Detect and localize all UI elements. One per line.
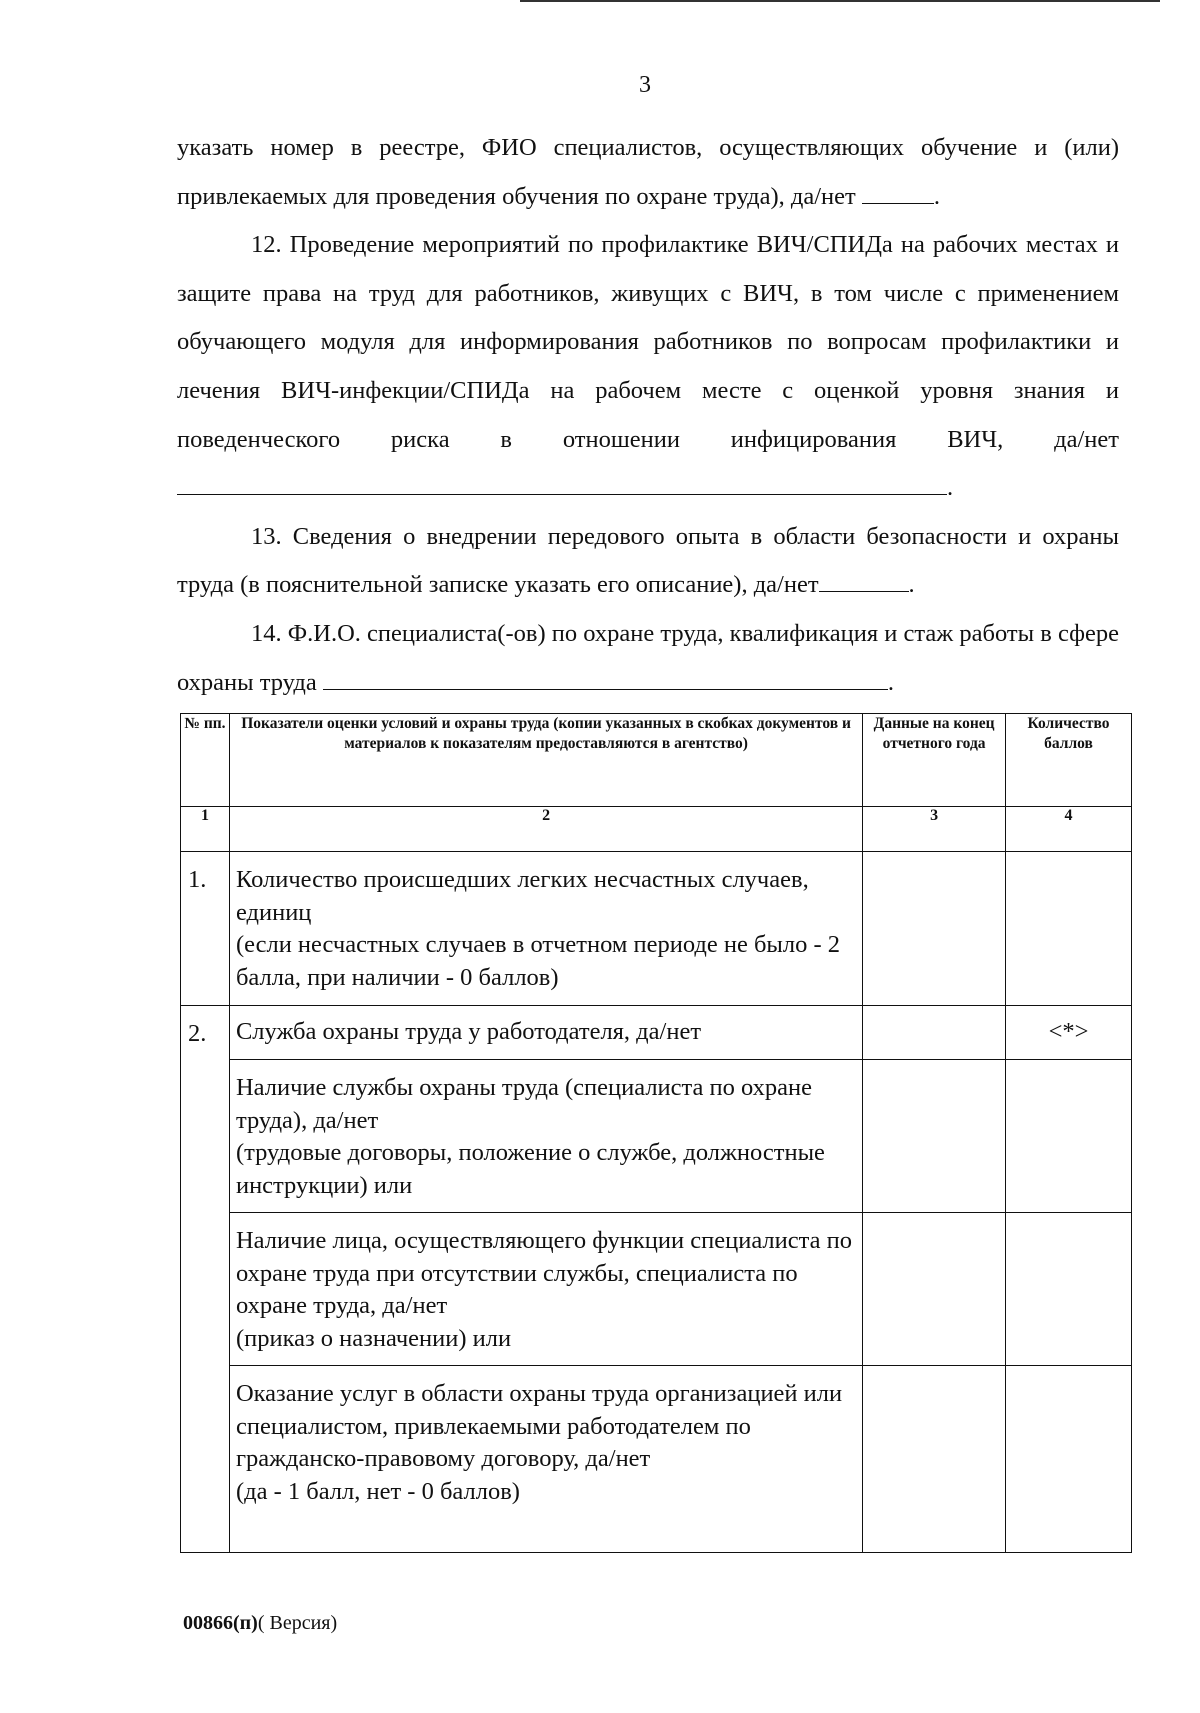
table-row (181, 852, 1132, 1006)
body-text (177, 124, 1119, 707)
answer-blank (819, 569, 909, 592)
header-number: № пп. (181, 714, 230, 807)
paragraph-11-continuation: указать номер в реестре, ФИО специалистов, осуществляющих обучение и (или) привлекаемых для проведения обучения по охране труда), да/нет . (177, 134, 1119, 210)
row-data-cell (863, 852, 1006, 1006)
header-year-end-data: Данные на конец отчетного года (863, 714, 1006, 807)
page-number: 3 (639, 72, 651, 98)
row-text: Наличие лица, осуществляющего функции специалиста по охране труда при отсутствии службы, специалиста по охране труда, да/нет (приказ о назначении) или (229, 1213, 862, 1366)
document-code: 00866(п) (183, 1612, 258, 1634)
paragraph-14: 14. Ф.И.О. специалиста(-ов) по охране труда, квалификация и стаж работы в сфере охраны труда . (177, 619, 1119, 696)
table-row (181, 1213, 1132, 1366)
document-footer (183, 1612, 337, 1635)
scan-top-edge (520, 0, 1160, 2)
row-data-cell (863, 1366, 1006, 1553)
table-row (181, 1006, 1132, 1060)
row-data-cell (863, 1006, 1006, 1060)
header-points: Количество баллов (1006, 714, 1132, 807)
column-number: 2 (229, 807, 862, 852)
paragraph-12: 12. Проведение мероприятий по профилактике ВИЧ/СПИДа на рабочих местах и защите права на труд для работников, живущих с ВИЧ, в том числе с применением обучающего модуля для информирования работников по вопросам профилактики и лечения ВИЧ-инфекции/СПИДа на рабочем месте с оценкой уровня знания и поведенческого риска в отношении инфицирования ВИЧ, да/нет. (177, 231, 1119, 502)
answer-blank (177, 472, 947, 495)
row-text: Количество происшедших легких несчастных случаев, единиц (если несчастных случаев в отчетном периоде не было - 2 балла, при наличии - 0 баллов) (229, 852, 862, 1006)
column-number: 4 (1006, 807, 1132, 852)
answer-blank (323, 667, 888, 690)
row-text: Наличие службы охраны труда (специалиста по охране труда), да/нет (трудовые договоры, положение о службе, должностные инструкции) или (229, 1060, 862, 1213)
table-row (181, 1366, 1132, 1553)
row-text: Оказание услуг в области охраны труда организацией или специалистом, привлекаемыми работодателем по гражданско-правовому договору, да/нет (да - 1 балл, нет - 0 баллов) (229, 1366, 862, 1553)
row-points-cell (1006, 1213, 1132, 1366)
paragraph-13: 13. Сведения о внедрении передового опыта в области безопасности и охраны труда (в пояснительной записке указать его описание), да/нет . (177, 522, 1119, 599)
row-number: 2. (181, 1006, 230, 1553)
row-points-cell (1006, 852, 1132, 1006)
column-numbers-row (181, 807, 1132, 852)
table-header-row (181, 714, 1132, 807)
table-row (181, 1060, 1132, 1213)
column-number: 3 (863, 807, 1006, 852)
answer-blank (862, 181, 934, 204)
indicators-table (180, 713, 1132, 1553)
row-points-cell (1006, 1366, 1132, 1553)
row-points-cell (1006, 1060, 1132, 1213)
header-indicators: Показатели оценки условий и охраны труда (копии указанных в скобках документов и материалов к показателям предоставляются в агентство) (229, 714, 862, 807)
document-version: ( Версия) (257, 1612, 338, 1634)
row-number: 1. (181, 852, 230, 1006)
row-data-cell (863, 1060, 1006, 1213)
row-text: Служба охраны труда у работодателя, да/нет (229, 1006, 862, 1060)
column-number: 1 (181, 807, 230, 852)
row-data-cell (863, 1213, 1006, 1366)
row-points-cell: <*> (1006, 1006, 1132, 1060)
